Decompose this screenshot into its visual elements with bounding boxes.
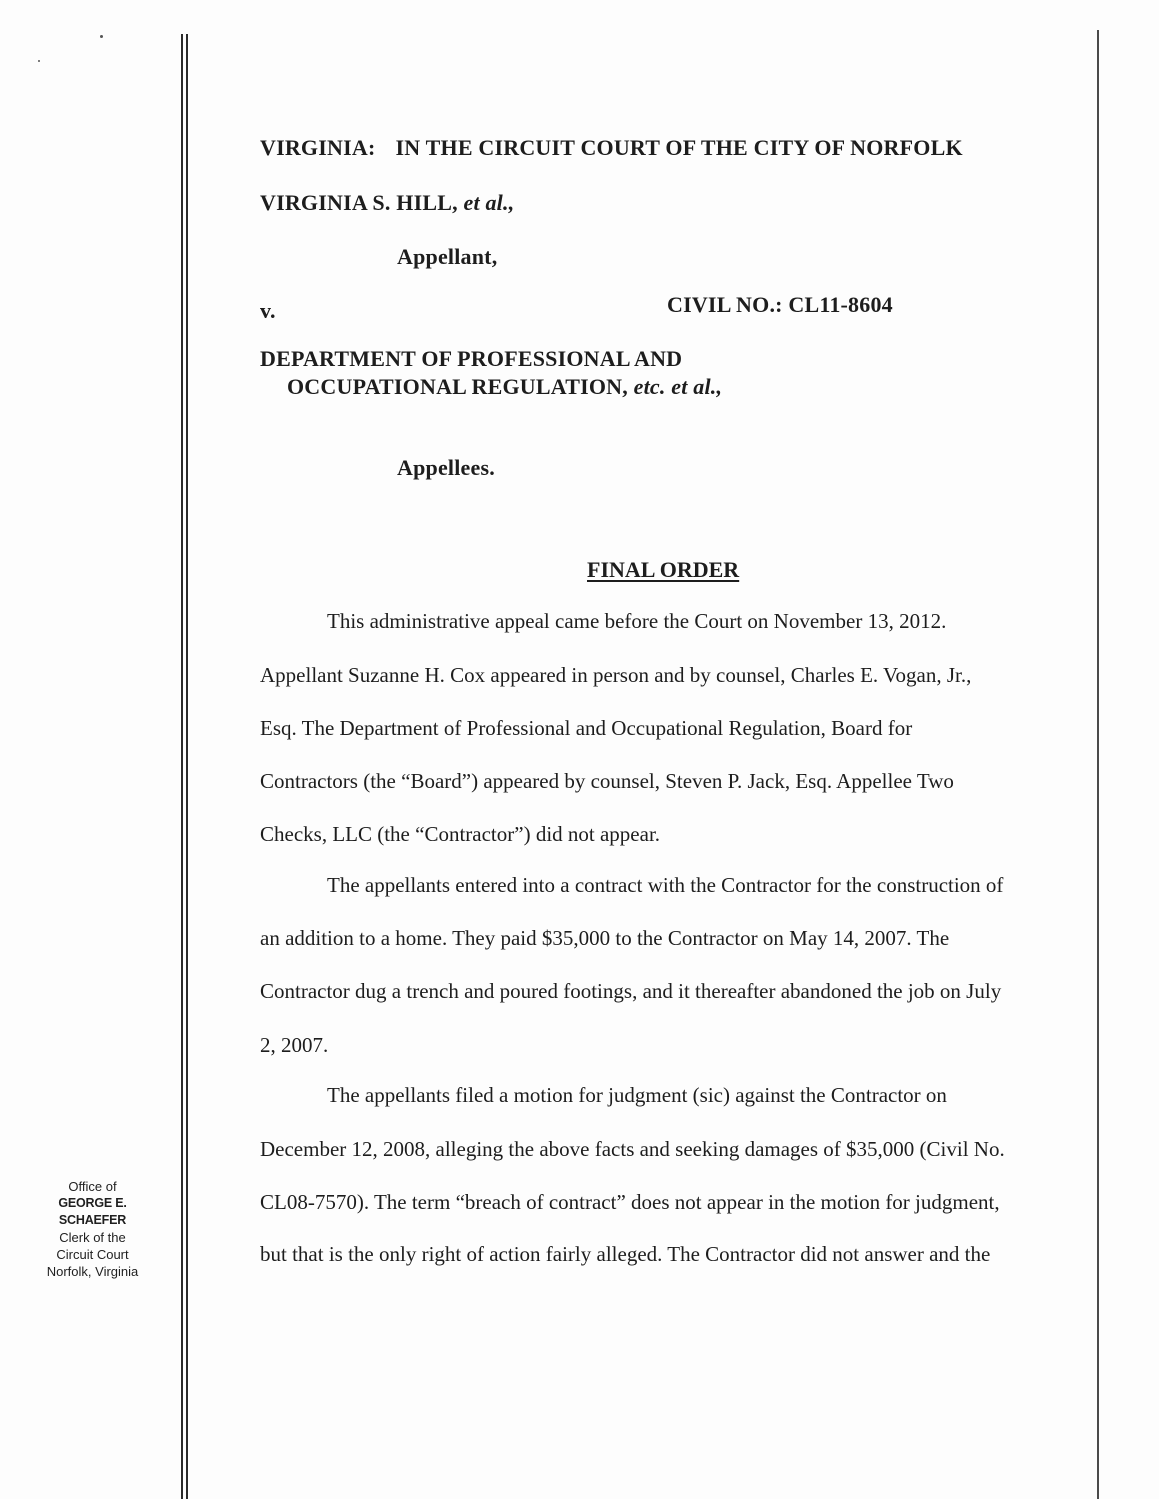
plaintiff-suffix: et al., <box>463 190 515 215</box>
court-name: IN THE CIRCUIT COURT OF THE CITY OF NORFOLK <box>395 135 963 160</box>
left-margin-rule-outer <box>181 34 183 1499</box>
clerk-line: Office of <box>68 1179 117 1194</box>
body-line: an addition to a home. They paid $35,000 to the Contractor on May 14, 2007. The <box>260 926 950 950</box>
body-line: Checks, LLC (the “Contractor”) did not appear. <box>260 822 661 846</box>
order-title: FINAL ORDER <box>587 557 740 582</box>
clerk-line: Norfolk, Virginia <box>46 1264 139 1279</box>
body-line: This administrative appeal came before the Court on November 13, 2012. <box>327 609 947 633</box>
defendant-line-1: DEPARTMENT OF PROFESSIONAL AND <box>260 346 683 371</box>
clerk-line: Clerk of the <box>59 1230 126 1245</box>
body-line: CL08-7570). The term “breach of contract” does not appear in the motion for judgment, <box>260 1190 1000 1214</box>
versus-label: v. <box>260 298 276 323</box>
defendant-suffix: etc. et al., <box>633 374 723 399</box>
scan-speck <box>100 35 103 38</box>
plaintiff-line <box>260 190 514 216</box>
court-heading <box>260 135 963 161</box>
case-number: CIVIL NO.: CL11-8604 <box>667 292 893 317</box>
body-line: Contractor dug a trench and poured footings, and it thereafter abandoned the job on July <box>260 979 1002 1003</box>
right-margin-rule <box>1097 30 1099 1499</box>
defendant-role: Appellees. <box>397 455 495 480</box>
scan-speck <box>38 60 40 62</box>
defendant-name-cont: OCCUPATIONAL REGULATION, <box>287 374 628 399</box>
court-state: VIRGINIA: <box>260 135 376 160</box>
clerk-line: Circuit Court <box>56 1247 129 1262</box>
body-line: The appellants filed a motion for judgment (sic) against the Contractor on <box>327 1083 947 1107</box>
body-line: Appellant Suzanne H. Cox appeared in person and by counsel, Charles E. Vogan, Jr., <box>260 663 972 687</box>
clerk-name: GEORGE E. SCHAEFER <box>58 1196 127 1227</box>
body-line: The appellants entered into a contract with the Contractor for the construction of <box>327 873 1004 897</box>
body-line: Esq. The Department of Professional and Occupational Regulation, Board for <box>260 716 913 740</box>
plaintiff-name: VIRGINIA S. HILL, <box>260 190 458 215</box>
body-line: 2, 2007. <box>260 1033 329 1057</box>
left-margin-rule-inner <box>186 34 188 1499</box>
body-line: December 12, 2008, alleging the above facts and seeking damages of $35,000 (Civil No. <box>260 1137 1005 1161</box>
body-line: but that is the only right of action fairly alleged. The Contractor did not answer and the <box>260 1242 991 1266</box>
defendant-line-2 <box>287 374 722 400</box>
plaintiff-role: Appellant, <box>397 244 498 269</box>
clerk-office-stamp <box>30 1178 155 1280</box>
body-line: Contractors (the “Board”) appeared by counsel, Steven P. Jack, Esq. Appellee Two <box>260 769 954 793</box>
